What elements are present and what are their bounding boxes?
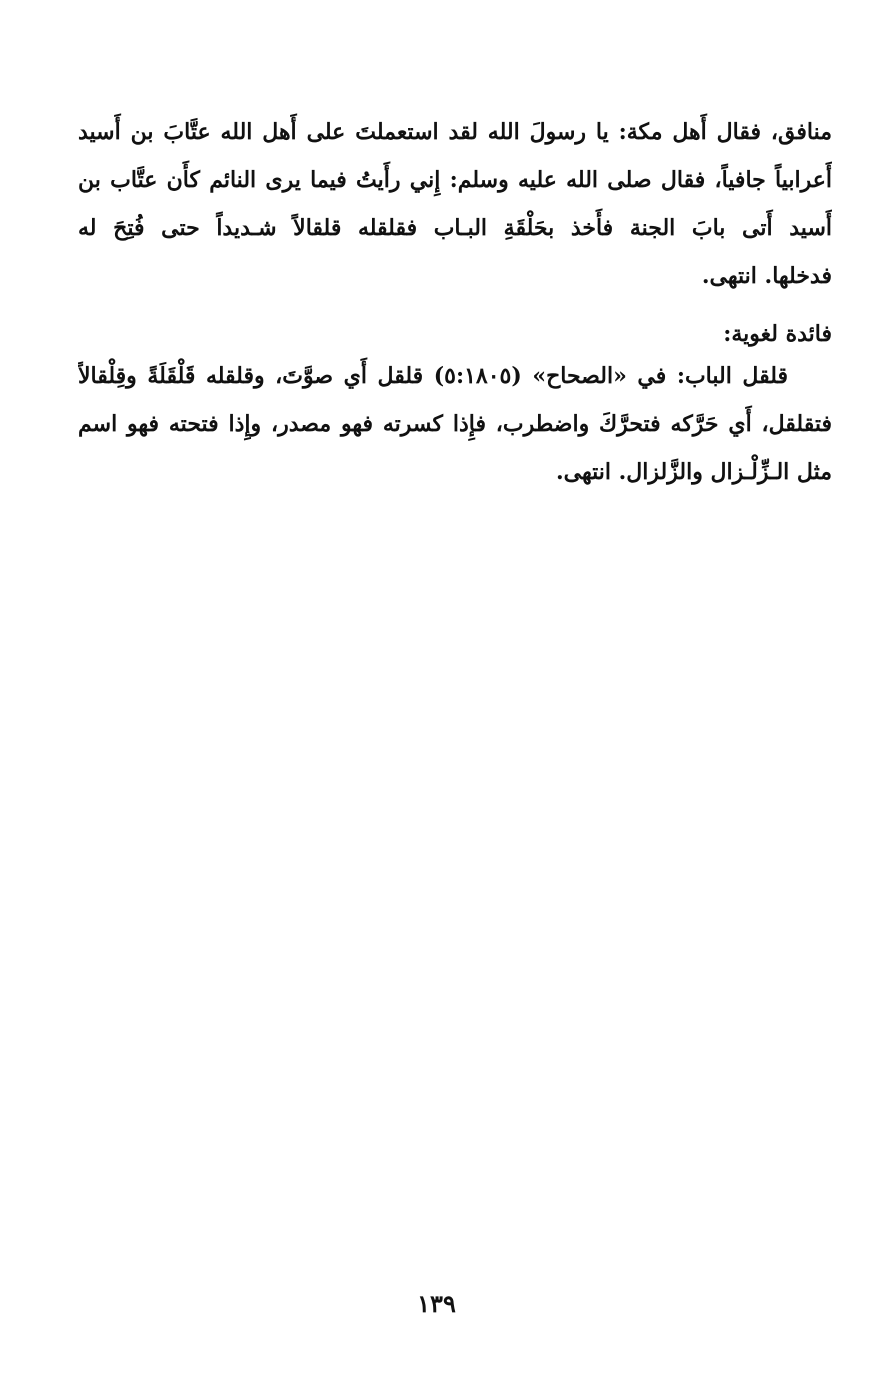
section-heading: فائدة لغوية:: [723, 321, 832, 347]
text-line: مثل الـزِّلْـزال والزَّلزال. انتهى.: [555, 459, 832, 485]
text-line: فدخلها. انتهى.: [701, 263, 832, 289]
text-line: قلقل الباب: في «الصحاح» (٥:١٨٠٥) قلقل أَي صوَّتَ، وقلقله قَلْقَلَةً وقِلْقالاً: [78, 363, 788, 389]
paragraph-hadith: [78, 108, 832, 300]
page-number: ١٣٩: [417, 1289, 456, 1318]
text-line: أَسيد أَتى بابَ الجنة فأَخذ بحَلْقَةِ البـاب فقلقله قلقالاً شـديداً حتى فُتِحَ له: [78, 215, 832, 241]
text-line: فتقلقل، أَي حَرَّكه فتحرَّكَ واضطرب، فإِذا كسرته فهو مصدر، وإِذا فتحته فهو اسم: [78, 411, 832, 437]
text-line: أَعرابياً جافياً، فقال صلى الله عليه وسلم: إِني رأَيتُ فيما يرى النائم كأَن عتَّاب بن: [78, 167, 832, 193]
text-line: منافق، فقال أَهل مكة: يا رسولَ الله لقد استعملتَ على أَهل الله عتَّابَ بن أَسيد: [78, 119, 832, 145]
paragraph-linguistic-note: [78, 352, 832, 496]
